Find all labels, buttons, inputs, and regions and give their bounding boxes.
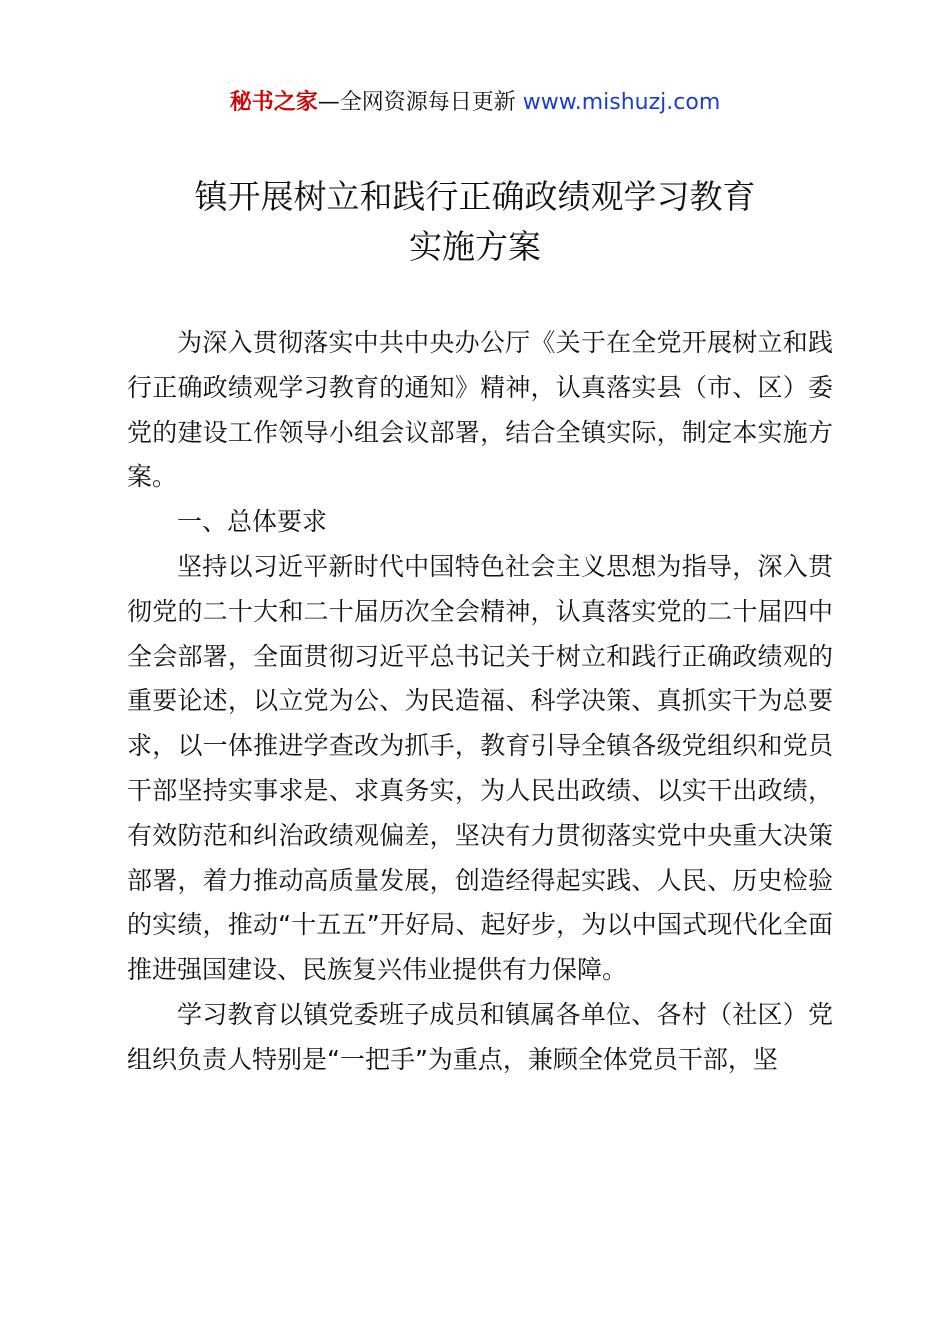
site-header (0, 86, 950, 120)
title-line-2: 实施方案 (409, 227, 541, 266)
site-url[interactable]: www.mishuzj.com (522, 90, 721, 115)
scope-paragraph: 学习教育以镇党委班子成员和镇属各单位、各村（社区）党组织负责人特别是“一把手”为重点，兼顾全体党员干部，坚 (127, 999, 833, 1074)
site-brand: 秘书之家 (229, 90, 318, 115)
document-title (0, 172, 950, 272)
site-tagline: —全网资源每日更新 (317, 90, 523, 115)
title-line-1: 镇开展树立和践行正确政绩观学习教育 (194, 177, 756, 216)
intro-paragraph: 为深入贯彻落实中共中央办公厅《关于在全党开展树立和践行正确政绩观学习教育的通知》精神，认真落实县（市、区）委党的建设工作领导小组会议部署，结合全镇实际，制定本实施方案。 (127, 328, 833, 492)
section-heading: 一、总体要求 (177, 507, 328, 537)
document-body (127, 321, 833, 1083)
section-paragraph: 坚持以习近平新时代中国特色社会主义思想为指导，深入贯彻党的二十大和二十届历次全会精神，认真落实党的二十届四中全会部署，全面贯彻习近平总书记关于树立和践行正确政绩观的重要论述，以立党为公、为民造福、科学决策、真抓实干为总要求，以一体推进学查改为抓手，教育引导全镇各级党组织和党员干部坚持实事求是、求真务实，为人民出政绩、以实干出政绩，有效防范和纠治政绩观偏差，坚决有力贯彻落实党中央重大决策部署，着力推动高质量发展，创造经得起实践、人民、历史检验的实绩，推动“十五五”开好局、起好步，为以中国式现代化全面推进强国建设、民族复兴伟业提供有力保障。 (127, 551, 833, 985)
